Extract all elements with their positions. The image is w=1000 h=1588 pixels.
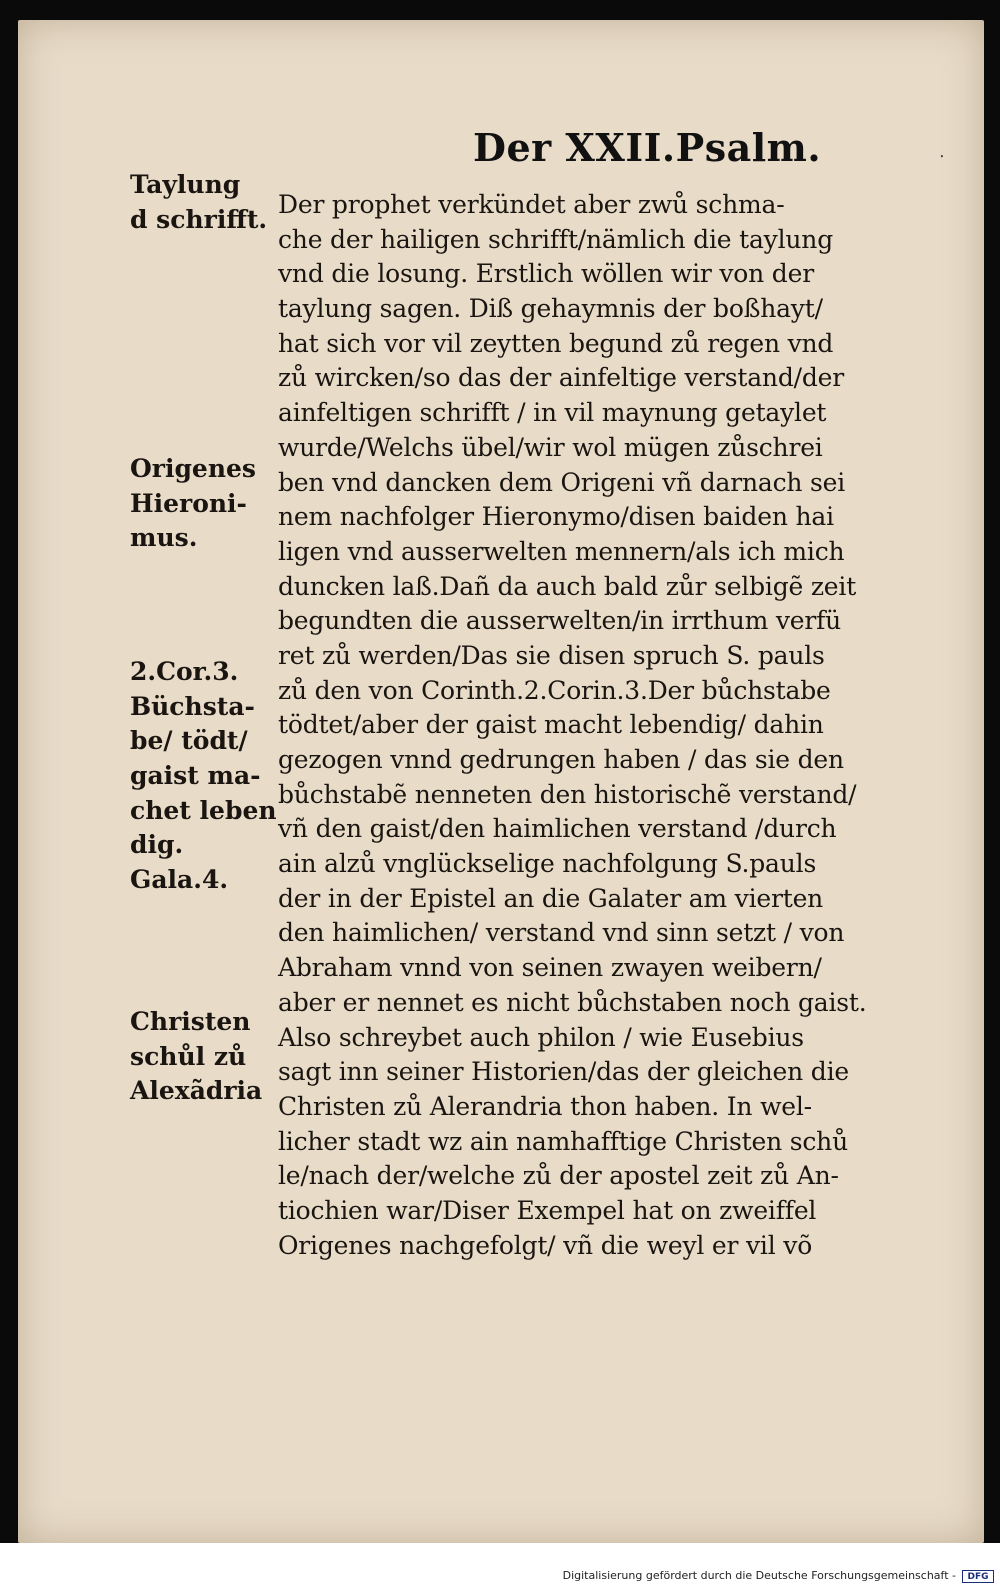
margin-note-line: Hieroni-: [130, 488, 247, 518]
margin-note-line: Büchsta-: [130, 691, 255, 721]
text-line: Origenes nachgefolgt/ vñ die weyl er vil võ: [278, 1230, 813, 1260]
dfg-logo: DFG: [962, 1570, 994, 1583]
margin-note-origenes: [130, 452, 280, 556]
text-line: nem nachfolger Hieronymo/disen baiden hai: [278, 502, 834, 532]
margin-note-line: chet leben: [130, 795, 277, 825]
margin-note-line: Origenes: [130, 454, 256, 483]
footer-bar: [0, 1543, 1000, 1588]
text-line: der in der Epistel an die Galater am vierten: [278, 883, 824, 913]
text-line: den haimlichen/ verstand vnd sinn setzt / von: [278, 918, 845, 948]
text-line: vñ den gaist/den haimlichen verstand /durch: [278, 814, 837, 844]
margin-note-line: be/ tödt/: [130, 726, 248, 756]
margin-note-line: Christen: [130, 1007, 251, 1036]
text-line: Christen zů Alerandria thon haben. In wel-: [278, 1091, 812, 1121]
text-line: zů den von Corinth.2.Corin.3.Der bůchstabe: [278, 675, 831, 705]
text-line: le/nach der/welche zů der apostel zeit zů An-: [278, 1161, 839, 1191]
margin-note-christen: [130, 1005, 280, 1109]
text-line: licher stadt wz ain namhafftige Christen schů: [278, 1126, 848, 1156]
text-line: aber er nennet es nicht bůchstaben noch gaist.: [278, 987, 867, 1017]
text-line: ben vnd dancken dem Origeni vñ darnach sei: [278, 467, 846, 497]
text-line: ligen vnd ausserwelten mennern/als ich mich: [278, 536, 845, 566]
margin-note-cor: [130, 655, 280, 898]
text-line: sagt inn seiner Historien/das der gleichen die: [278, 1057, 849, 1087]
text-line: bůchstabẽ nenneten den historischẽ verstand/: [278, 779, 857, 809]
text-line: begundten die ausserwelten/in irrthum verfü: [278, 606, 842, 636]
margin-note-line: Alexãdria: [130, 1076, 263, 1106]
text-line: tiochien war/Diser Exempel hat on zweiffel: [278, 1195, 817, 1225]
text-line: ain alzů vnglückselige nachfolgung S.pauls: [278, 849, 817, 879]
text-line: gezogen vnnd gedrungen haben / das sie den: [278, 745, 844, 774]
text-line: hat sich vor vil zeytten begund zů regen vnd: [278, 328, 834, 358]
funding-credit: Digitalisierung gefördert durch die Deutsche Forschungsgemeinschaft -: [562, 1569, 956, 1582]
page-header: Der XXII.Psalm.: [473, 125, 822, 170]
text-line: Also schreybet auch philon / wie Eusebius: [278, 1022, 804, 1052]
text-line: Abraham vnnd von seinen zwayen weibern/: [278, 953, 822, 983]
margin-note-line: Gala.4.: [130, 865, 229, 895]
margin-note-line: 2.Cor.3.: [130, 657, 239, 686]
text-line: zů wircken/so das der ainfeltige verstand/der: [278, 363, 845, 393]
text-line: Der prophet verkündet aber zwů schma-: [278, 190, 785, 219]
margin-note-line: d schrifft.: [130, 204, 268, 234]
corner-mark: ⸱: [939, 147, 944, 166]
text-line: ainfeltigen schrifft / in vil maynung getaylet: [278, 398, 827, 428]
margin-note-taylung: [130, 168, 280, 237]
book-page: [18, 20, 984, 1543]
text-line: tödtet/aber der gaist macht lebendig/ dahin: [278, 710, 824, 740]
body-text: [278, 188, 943, 1263]
margin-note-line: gaist ma-: [130, 761, 261, 791]
margin-note-line: dig.: [130, 830, 184, 860]
margin-note-line: schůl zů: [130, 1041, 247, 1071]
text-line: wurde/Welchs übel/wir wol mügen zůschrei: [278, 432, 823, 462]
text-line: vnd die losung. Erstlich wöllen wir von der: [278, 259, 814, 289]
text-line: duncken laß.Dañ da auch bald zůr selbigẽ zeit: [278, 571, 857, 601]
text-line: ret zů werden/Das sie disen spruch S. pauls: [278, 640, 825, 670]
text-line: che der hailigen schrifft/nämlich die taylung: [278, 224, 834, 254]
margin-note-line: Taylung: [130, 170, 241, 199]
text-line: taylung sagen. Diß gehaymnis der boßhayt/: [278, 294, 823, 324]
margin-note-line: mus.: [130, 523, 198, 553]
